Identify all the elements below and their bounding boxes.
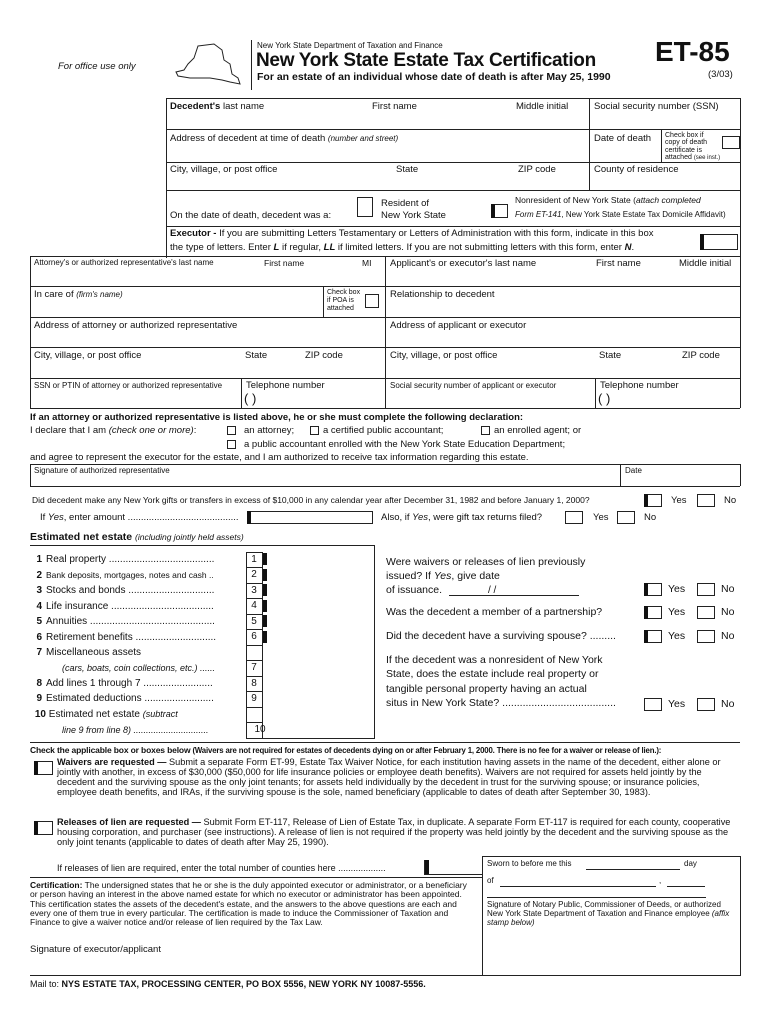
public-accountant-checkbox[interactable] — [227, 440, 236, 449]
box-2-number: 2 — [251, 569, 257, 580]
gifts-no-checkbox[interactable] — [697, 494, 715, 507]
declaration-agreement: and agree to represent the executor for the estate, and I am authorized to receive tax information regarding this estate. — [30, 452, 529, 463]
applicant-city-label: City, village, or post office — [390, 350, 498, 361]
decedent-address-label: Address of decedent at time of death (number and street) — [170, 133, 399, 144]
box-3-number: 3 — [251, 585, 257, 596]
line-8-add-lines: 8 Add lines 1 through 7 ......................... — [36, 678, 213, 689]
attorney-state-label: State — [245, 350, 268, 361]
nonresident-property-yes-checkbox[interactable] — [644, 698, 662, 711]
partnership-no-label: No — [721, 606, 735, 618]
line-1-amount-input[interactable] — [263, 553, 267, 565]
form-subtitle: For an estate of an individual whose date of death is after May 25, 1990 — [257, 71, 611, 83]
executor-instruction-line1: Executor - If you are submitting Letters Testamentary or Letters of Administration with this form, indicate in this box — [170, 228, 654, 239]
poa-check-label: Check box if POA is attached — [327, 289, 361, 313]
declaration-intro: I declare that I am (check one or more): — [30, 425, 197, 436]
nonresident-property-no-checkbox[interactable] — [697, 698, 715, 711]
cpa-option-label: a certified public accountant; — [323, 425, 444, 436]
poa-attached-checkbox[interactable] — [365, 294, 379, 308]
applicant-zip-label: ZIP code — [682, 350, 720, 361]
gift-returns-question: Also, if Yes, were gift tax returns filed? — [381, 512, 543, 523]
estimated-net-estate-heading: Estimated net estate (including jointly held assets) — [30, 531, 244, 543]
check-applicable-heading: Check the applicable box or boxes below (Waivers are not required for estates of decedents dying on or after February 1, 2000. There is no fee for a waiver or release of lien.): — [30, 745, 662, 755]
new-york-state-map-icon — [170, 42, 242, 88]
attorney-zip-label: ZIP code — [305, 350, 343, 361]
attorney-ssn-label: SSN or PTIN of attorney or authorized representative — [34, 381, 223, 390]
box-10-number: 10 — [254, 724, 266, 735]
surviving-spouse-question: Did the decedent have a surviving spouse? ......... — [386, 630, 616, 642]
issue-date-slashes: / / — [488, 585, 497, 596]
line-3-amount-input[interactable] — [263, 584, 267, 596]
box-4-number: 4 — [251, 600, 257, 611]
death-certificate-checkbox[interactable] — [722, 136, 740, 149]
county-of-residence-label: County of residence — [594, 164, 679, 175]
department-name: New York State Department of Taxation and Finance — [257, 41, 443, 50]
waivers-requested-text: Waivers are requested — Submit a separate Form ET-99, Estate Tax Waiver Notice, for each institution having assets in the name of the decedent, either alone or jointly with another, in excess of $30,000 ($50,000 for life insurance policies or employee death benefits). Waivers are not required for assets held jointly by the decedent and the surviving spouse as the only joint tenants; for assets held individually by the decedent in trust for the surviving spouse; or insurance policies, employee death benefits, and IRAs, if the surviving spouse is the sole, named beneficiary (applicable to dates of death after September 30, 1983). — [57, 757, 721, 797]
form-id: ET-85 — [655, 36, 730, 67]
counties-count-label: If releases of lien are required, enter the total number of counties here ................... — [57, 863, 386, 873]
line-6-amount-input[interactable] — [263, 631, 267, 643]
applicant-middle-initial-label: Middle initial — [679, 258, 732, 269]
notary-signature-label: Signature of Notary Public, Commissioner of Deeds, or authorized New York State Department of Taxation and Finance employee (affix stamp below) — [487, 900, 730, 928]
box-7-number: 7 — [251, 662, 257, 673]
decedent-first-name-label: First name — [372, 101, 417, 112]
date-of-death-label: Date of death — [594, 133, 652, 144]
releases-requested-text: Releases of lien are requested — Submit Form ET-117, Release of Lien of Estate Tax, in duplicate. A separate Form ET-117 is required for each county, cooperative housing corporation, and purchaser (see instructions). A release of lien is not required if the property was held jointly by the decedent and the surviving spouse as the only joint tenants (applicable to dates of death after May 25, 1990). — [57, 817, 731, 847]
nonresident-property-yes-label: Yes — [668, 698, 686, 710]
cpa-checkbox[interactable] — [310, 426, 319, 435]
partnership-question: Was the decedent a member of a partnership? — [386, 606, 603, 618]
waivers-no-label: No — [721, 583, 735, 595]
box-5-number: 5 — [251, 616, 257, 627]
resident-checkbox[interactable] — [357, 197, 373, 217]
attorney-last-name-label: Attorney's or authorized representative's last name — [34, 258, 214, 267]
attorney-phone-parens: ( ) — [244, 391, 257, 406]
applicant-ssn-label: Social security number of applicant or executor — [390, 381, 557, 390]
line-6-retirement-benefits: 6 Retirement benefits ............................. — [36, 632, 217, 643]
decedent-status-label: On the date of death, decedent was a: — [170, 210, 332, 221]
line-10-net-estate-note: line 9 from line 8) .............................. — [62, 725, 209, 735]
counties-count-input[interactable] — [425, 860, 429, 874]
gifts-yes-label: Yes — [671, 495, 687, 506]
line-5-annuities: 5 Annuities ............................................. — [36, 616, 215, 627]
line-1-real-property: 1 Real property ...................................... — [36, 554, 215, 565]
applicant-state-label: State — [599, 350, 622, 361]
gifts-question: Did decedent make any New York gifts or transfers in excess of $10,000 in any calendar year after December 31, 1982 and before January 1, 2000? — [32, 495, 590, 505]
gift-returns-no-label: No — [644, 512, 657, 523]
applicant-first-name-label: First name — [596, 258, 641, 269]
spouse-yes-label: Yes — [668, 630, 686, 642]
gift-returns-yes-checkbox[interactable] — [565, 511, 583, 524]
partnership-yes-label: Yes — [668, 606, 686, 618]
applicant-address-label: Address of applicant or executor — [390, 320, 527, 331]
decedent-middle-initial-label: Middle initial — [516, 101, 569, 112]
mail-to-address: Mail to: NYS ESTATE TAX, PROCESSING CENTER, PO BOX 5556, NEW YORK NY 10087-5556. — [30, 979, 426, 989]
waivers-previously-issued-question: Were waivers or releases of lien previously issued? If Yes, give date of issuance. — [386, 556, 586, 596]
sworn-comma: , — [659, 876, 662, 885]
form-revision: (3/03) — [708, 69, 733, 80]
sworn-day-label: day — [684, 859, 697, 868]
line-2-bank-deposits: 2 Bank deposits, mortgages, notes and cash .. — [36, 570, 214, 581]
spouse-no-label: No — [721, 630, 735, 642]
sworn-before-label: Sworn to before me this — [487, 859, 572, 868]
gift-returns-no-checkbox[interactable] — [617, 511, 635, 524]
executor-signature-label: Signature of executor/applicant — [30, 944, 161, 955]
form-title: New York State Estate Tax Certification — [256, 50, 596, 71]
box-6-number: 6 — [251, 631, 257, 642]
line-7-misc-assets: 7 Miscellaneous assets — [36, 647, 142, 658]
waivers-yes-label: Yes — [668, 583, 686, 595]
decedent-last-name-label: Decedent's last name — [170, 101, 265, 112]
attorney-checkbox[interactable] — [227, 426, 236, 435]
death-certificate-check-label: Check box if copy of death certificate is attached (see inst.) — [665, 132, 721, 162]
applicant-phone-parens: ( ) — [598, 391, 611, 406]
box-9-number: 9 — [251, 693, 257, 704]
nonresident-property-question: If the decedent was a nonresident of New York State, does the estate include real property or tangible personal property having an actual situs in New York State? ....................................... — [386, 654, 616, 710]
enrolled-agent-checkbox[interactable] — [481, 426, 490, 435]
executor-instruction-line2: the type of letters. Enter L if regular, LL if limited letters. If you are not submitting letters with this form, enter N. — [170, 242, 635, 253]
attorney-city-label: City, village, or post office — [34, 350, 142, 361]
nonresident-label-line1: Nonresident of New York State (attach completed — [515, 195, 701, 205]
attorney-option-label: an attorney; — [244, 425, 295, 436]
gifts-no-label: No — [724, 495, 737, 506]
decedent-ssn-label: Social security number (SSN) — [594, 101, 719, 112]
sworn-of-label: of — [487, 876, 494, 885]
public-accountant-option-label: a public accountant enrolled with the New York State Education Department; — [244, 439, 566, 450]
representative-date-label: Date — [625, 466, 642, 475]
letters-type-input[interactable] — [700, 234, 738, 250]
line-2-amount-input[interactable] — [263, 569, 267, 581]
waivers-no-checkbox[interactable] — [697, 583, 715, 596]
decedent-zip-label: ZIP code — [518, 164, 556, 175]
line-4-life-insurance: 4 Life insurance ..................................... — [36, 601, 214, 612]
applicant-phone-label: Telephone number — [600, 380, 679, 391]
gift-amount-label: If Yes, enter amount .......................................... — [40, 512, 239, 523]
line-4-amount-input[interactable] — [263, 600, 267, 612]
gift-amount-input[interactable] — [247, 511, 373, 524]
box-1-number: 1 — [251, 554, 257, 565]
applicant-last-name-label: Applicant's or executor's last name — [390, 258, 537, 269]
line-9-deductions: 9 Estimated deductions ......................... — [36, 693, 214, 704]
line-3-stocks-bonds: 3 Stocks and bonds ............................... — [36, 585, 215, 596]
office-use-label: For office use only — [58, 61, 136, 72]
enrolled-agent-option-label: an enrolled agent; or — [494, 425, 582, 436]
line-5-amount-input[interactable] — [263, 615, 267, 627]
in-care-of-label: In care of (firm's name) — [34, 289, 123, 300]
decedent-state-label: State — [396, 164, 419, 175]
line-10-net-estate: 10 Estimated net estate (subtract — [34, 709, 178, 720]
resident-label: Resident of New York State — [381, 198, 446, 222]
attorney-first-name-label: First name — [264, 258, 305, 268]
line-7-misc-assets-note: (cars, boats, coin collections, etc.) ...... — [62, 663, 216, 673]
attorney-mi-label: MI — [362, 258, 372, 268]
attorney-phone-label: Telephone number — [246, 380, 325, 391]
attorney-address-label: Address of attorney or authorized representative — [34, 320, 238, 331]
declaration-heading: If an attorney or authorized representative is listed above, he or she must complete the following declaration: — [30, 412, 524, 423]
gift-returns-yes-label: Yes — [593, 512, 609, 523]
partnership-no-checkbox[interactable] — [697, 606, 715, 619]
nonresident-property-no-label: No — [721, 698, 735, 710]
nonresident-label-line2: Form ET-141, New York State Estate Tax Domicile Affidavit) — [515, 210, 726, 219]
representative-signature-label: Signature of authorized representative — [34, 466, 170, 475]
box-8-number: 8 — [251, 678, 257, 689]
spouse-no-checkbox[interactable] — [697, 630, 715, 643]
certification-text: Certification: The undersigned states that he or she is the duly appointed executor or administrator, or a beneficiary or person having an interest in the above named estate for which no executor or administrator has been appointed. This certification states the assets of the decedent's estate, and the answers to the above questions are each and every one of them true in every particular. The certification is made to induce the Commissioner of Taxation and Finance to give a waiver notice and/or release of lien required by the Tax Law. — [30, 880, 467, 928]
decedent-city-label: City, village, or post office — [170, 164, 278, 175]
relationship-label: Relationship to decedent — [390, 289, 495, 300]
